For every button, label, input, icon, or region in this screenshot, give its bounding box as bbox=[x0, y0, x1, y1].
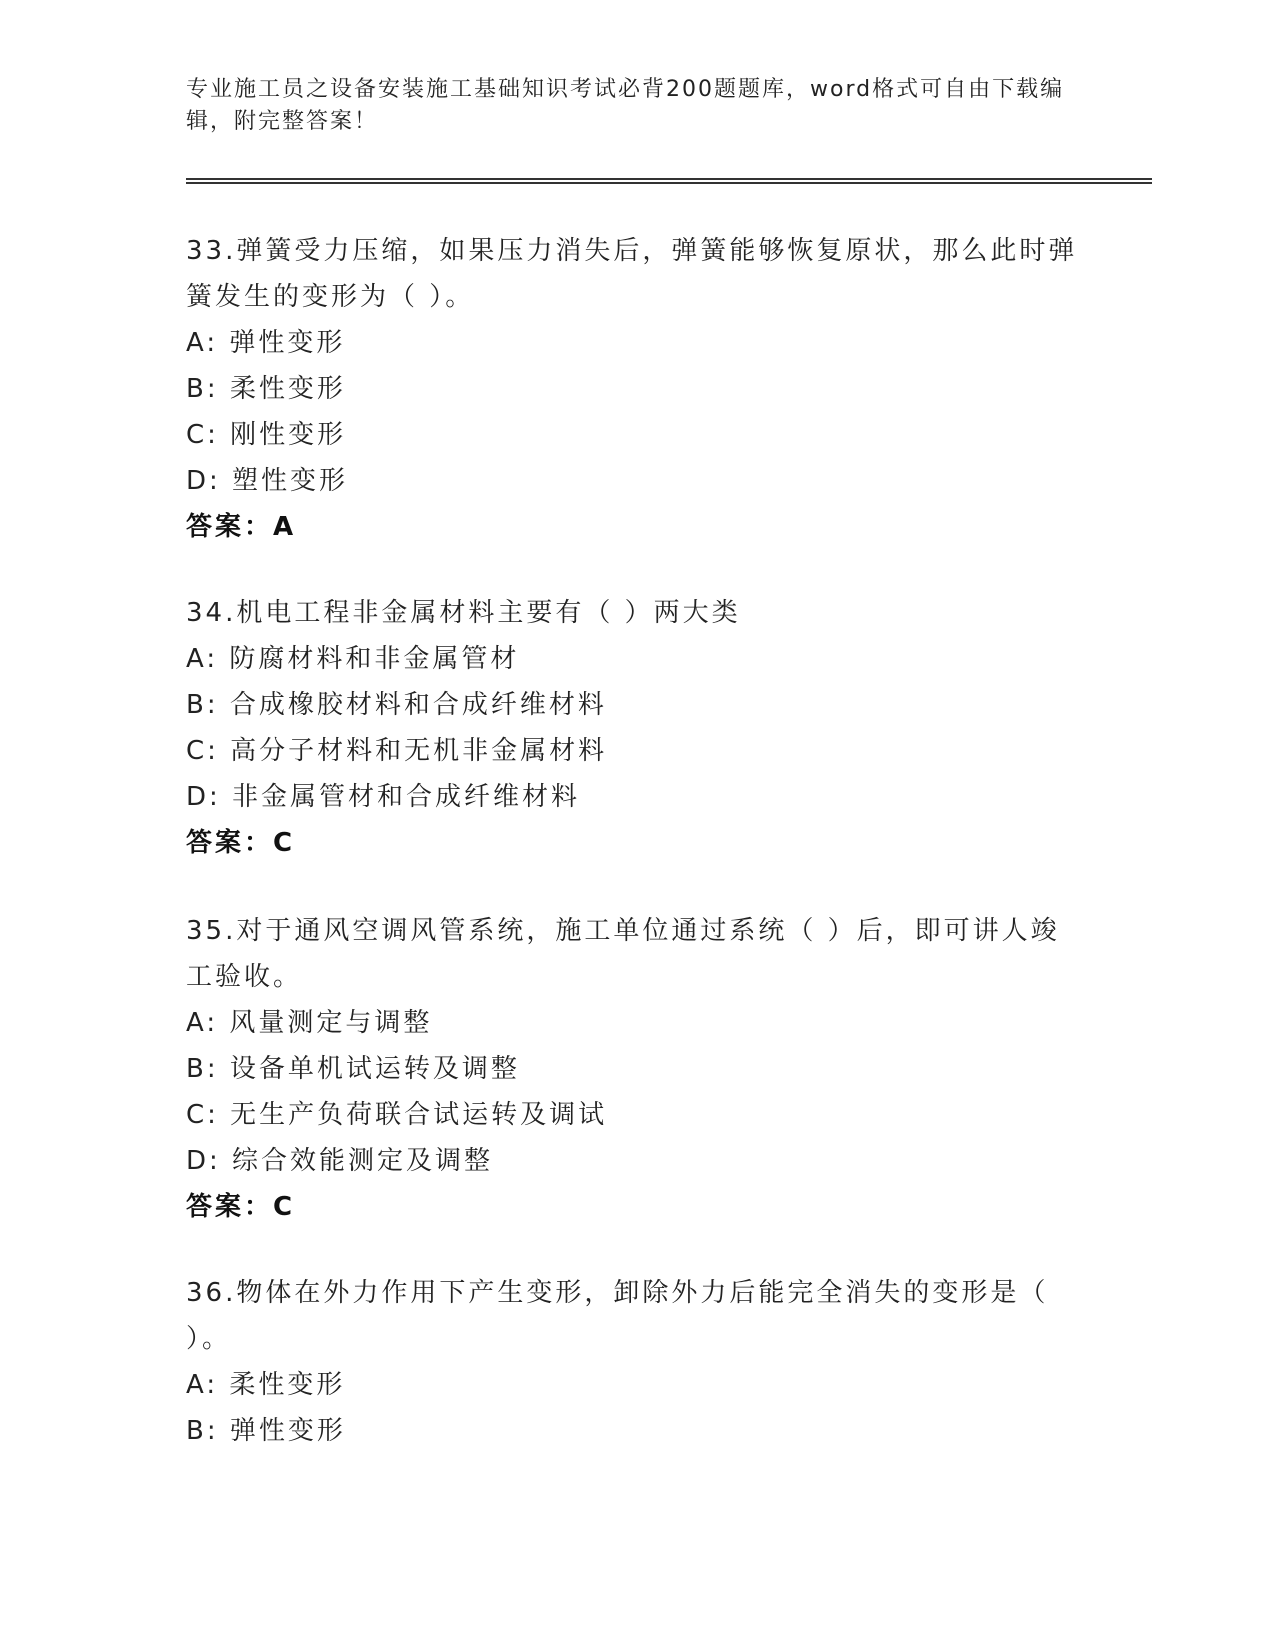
question-stem: 36.物体在外力作用下产生变形，卸除外力后能完全消失的变形是（ ）。 bbox=[186, 1278, 1049, 1354]
option-c: C: 无生产负荷联合试运转及调试 bbox=[186, 1100, 608, 1130]
divider-line-top bbox=[186, 178, 1152, 180]
question-34 bbox=[186, 590, 1086, 866]
answer: 答案：A bbox=[186, 512, 297, 542]
option-d: D: 塑性变形 bbox=[186, 466, 349, 496]
question-36 bbox=[186, 1270, 1086, 1454]
option-b: B: 合成橡胶材料和合成纤维材料 bbox=[186, 690, 607, 720]
option-a: A: 弹性变形 bbox=[186, 328, 346, 358]
option-d: D: 综合效能测定及调整 bbox=[186, 1146, 494, 1176]
question-stem: 34.机电工程非金属材料主要有（ ）两大类 bbox=[186, 598, 741, 628]
answer: 答案：C bbox=[186, 828, 296, 858]
divider-line-bottom bbox=[186, 182, 1152, 184]
option-a: A: 风量测定与调整 bbox=[186, 1008, 433, 1038]
answer: 答案：C bbox=[186, 1192, 296, 1222]
option-d: D: 非金属管材和合成纤维材料 bbox=[186, 782, 581, 812]
document-header: 专业施工员之设备安装施工基础知识考试必背200题题库，word格式可自由下载编辑，附完整答案！ bbox=[186, 77, 1065, 134]
question-35 bbox=[186, 908, 1086, 1230]
header-divider bbox=[186, 178, 1152, 184]
option-b: B: 柔性变形 bbox=[186, 374, 346, 404]
question-stem: 35.对于通风空调风管系统，施工单位通过系统（ ）后，即可讲人竣工验收。 bbox=[186, 916, 1060, 992]
option-c: C: 高分子材料和无机非金属材料 bbox=[186, 736, 608, 766]
option-c: C: 刚性变形 bbox=[186, 420, 347, 450]
option-b: B: 弹性变形 bbox=[186, 1416, 346, 1446]
option-b: B: 设备单机试运转及调整 bbox=[186, 1054, 520, 1084]
question-33 bbox=[186, 228, 1086, 550]
question-stem: 33.弹簧受力压缩，如果压力消失后，弹簧能够恢复原状，那么此时弹簧发生的变形为（ ）。 bbox=[186, 236, 1078, 312]
option-a: A: 防腐材料和非金属管材 bbox=[186, 644, 520, 674]
option-a: A: 柔性变形 bbox=[186, 1370, 346, 1400]
